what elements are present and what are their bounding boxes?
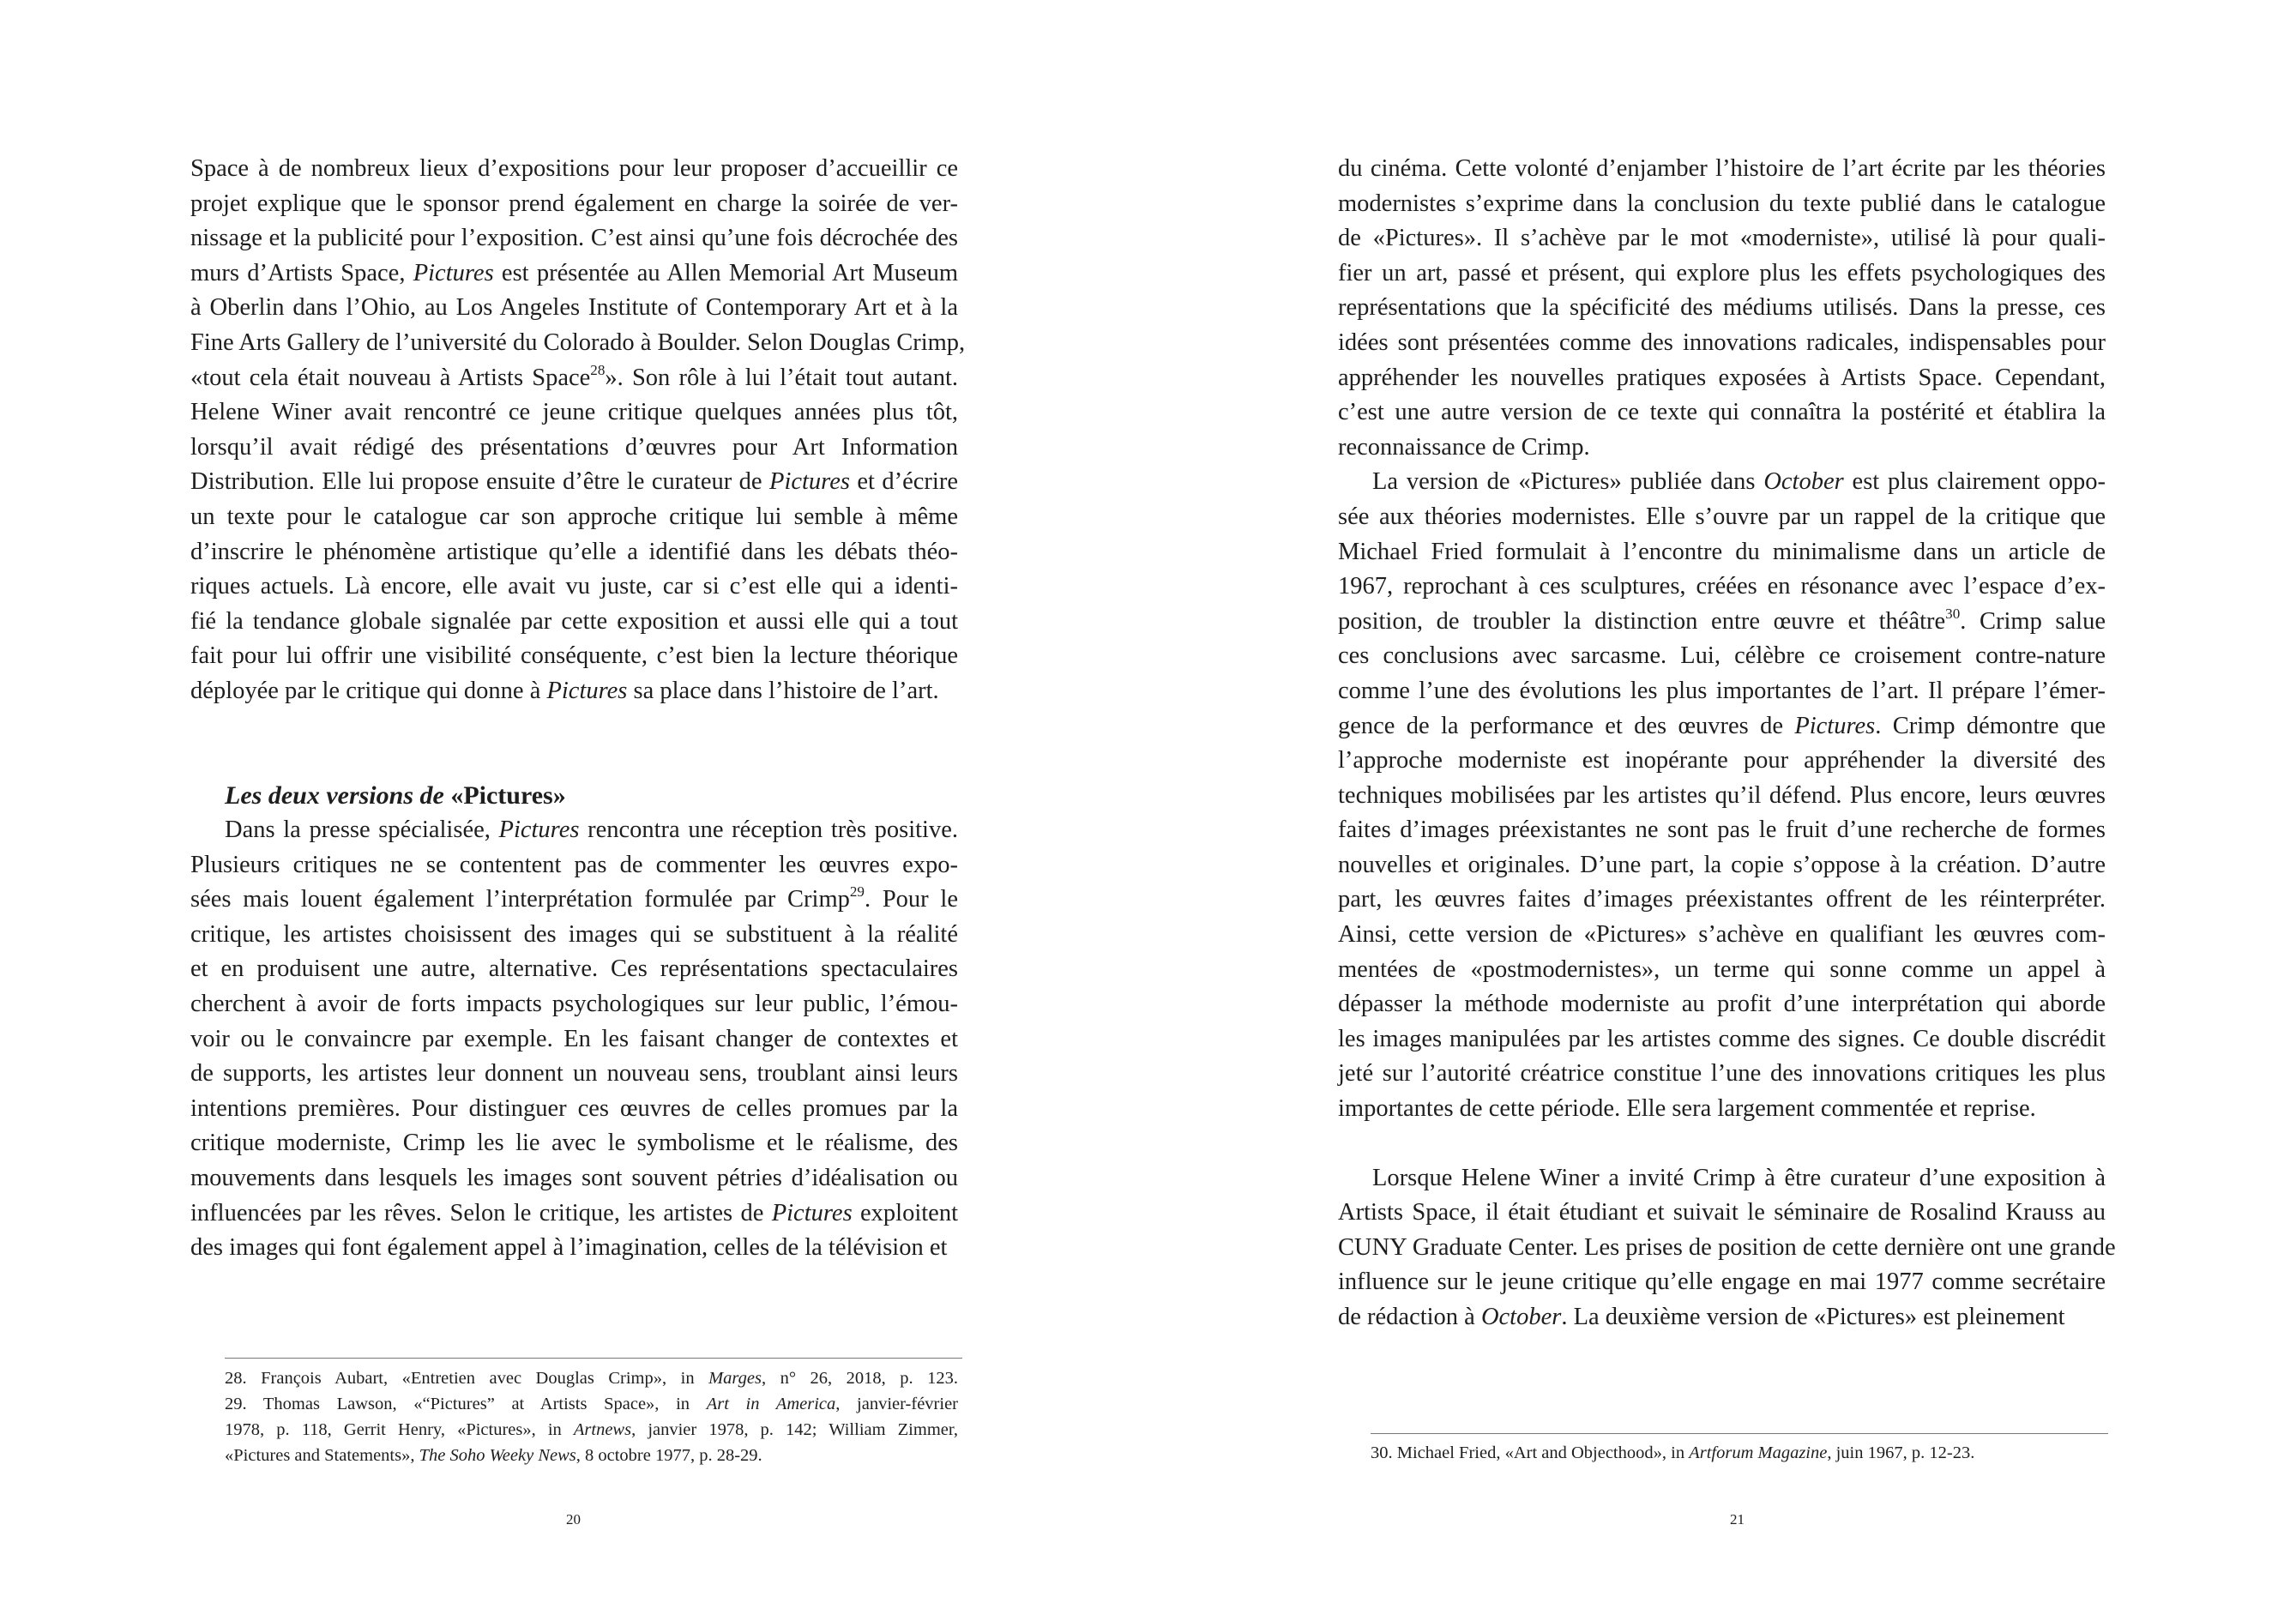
text-line: CUNY Graduate Center. Les prises de position de cette dernière ont une grande	[1338, 1233, 2116, 1261]
paragraph	[190, 152, 966, 709]
italic-title: October	[1480, 1304, 1562, 1330]
italic-title: Artforum Magazine	[1689, 1443, 1828, 1462]
text-line: influence sur le jeune critique qu’elle engage en mai 1977 comme secrétaire	[1338, 1268, 2106, 1296]
footnote-line: «Pictures and Statements», The Soho Weeky News, 8 octobre 1977, p. 28-29.	[225, 1446, 762, 1465]
italic-title: The Soho Weeky News	[419, 1446, 576, 1465]
text-line: fié la tendance globale signalée par cette exposition et aussi elle qui a tout	[190, 607, 958, 635]
left-body-text	[190, 152, 966, 1266]
italic-title: Marges	[708, 1369, 762, 1388]
text-line: Distribution. Elle lui propose ensuite d’être le curateur de Pictures et d’écrire	[190, 468, 958, 496]
footnote-ref: 30	[1945, 605, 1961, 622]
text-line: idées sont présentées comme des innovations radicales, indispensables pour	[1338, 328, 2106, 356]
italic-title: Pictures	[769, 468, 850, 496]
footnote-line: 30. Michael Fried, «Art and Objecthood», in Artforum Magazine, juin 1967, p. 12-23.	[1371, 1443, 1975, 1462]
right-page	[1148, 0, 2296, 1621]
text-line: d’inscrire le phénomène artistique qu’elle a identifié dans les débats théo-	[190, 538, 958, 565]
text-line: de «Pictures». Il s’achève par le mot «moderniste», utilisé là pour quali-	[1338, 225, 2106, 252]
text-line: Artists Space, il était étudiant et suivait le séminaire de Rosalind Krauss au	[1338, 1199, 2106, 1226]
text-line: 1967, reprochant à ces sculptures, créées en résonance avec l’espace d’ex-	[1338, 573, 2106, 600]
italic-title: Pictures	[1794, 712, 1876, 739]
text-line: position, de troubler la distinction entre œuvre et théâtre$^{30}$. Crimp salue	[1338, 605, 2106, 635]
section-heading	[190, 779, 958, 814]
page-number: 21	[1730, 1511, 1745, 1528]
heading-upright-part: «Pictures»	[450, 780, 566, 810]
paragraph	[1338, 152, 2106, 465]
text-line: influencées par les rêves. Selon le critique, les artistes de Pictures exploitent	[190, 1199, 958, 1226]
text-line: murs d’Artists Space, Pictures est présentée au Allen Memorial Art Museum	[190, 259, 958, 286]
text-line: déployée par le critique qui donne à Pictures sa place dans l’histoire de l’art.	[190, 677, 939, 704]
footnote-ref: 29	[849, 883, 865, 901]
text-line: lorsqu’il avait rédigé des présentations d’œuvres pour Art Information	[190, 433, 958, 461]
text-line: Plusieurs critiques ne se contentent pas de commenter les œuvres expo-	[190, 851, 958, 878]
text-line: modernistes s’exprime dans la conclusion du texte publié dans le catalogue	[1338, 190, 2106, 217]
text-line: Dans la presse spécialisée, Pictures rencontra une réception très positive.	[225, 817, 958, 844]
footnote-ref: 28	[590, 361, 606, 378]
text-line: importantes de cette période. Elle sera largement commentée et reprise.	[1338, 1095, 2036, 1123]
text-line: de rédaction à October. La deuxième version de «Pictures» est pleinement	[1338, 1304, 2065, 1330]
text-line: appréhender les nouvelles pratiques exposées à Artists Space. Cependant,	[1338, 364, 2106, 391]
page-number: 20	[566, 1511, 581, 1528]
heading-italic-part: Les deux versions de	[225, 780, 451, 810]
text-line: dépasser la méthode moderniste au profit d’une interprétation qui aborde	[1338, 991, 2106, 1018]
text-line: sées mais louent également l’interprétation formulée par Crimp$^{29}$. Pour le	[190, 883, 958, 913]
text-line: Helene Winer avait rencontré ce jeune critique quelques années plus tôt,	[190, 399, 958, 426]
text-line: sée aux théories modernistes. Elle s’ouvre par un rappel de la critique que	[1338, 503, 2106, 530]
footnote-rule	[1371, 1433, 2108, 1434]
text-line: un texte pour le catalogue car son approche critique lui semble à même	[190, 503, 958, 530]
paragraph-gap	[1338, 1127, 2106, 1161]
text-line: nissage et la publicité pour l’exposition. C’est ainsi qu’une fois décrochée des	[190, 225, 958, 252]
footnote-rule	[225, 1358, 962, 1359]
text-line: jeté sur l’autorité créatrice constitue l’une des innovations critiques les plus	[1338, 1060, 2106, 1088]
text-line: reconnaissance de Crimp.	[1338, 433, 1590, 461]
text-line: de supports, les artistes leur donnent un nouveau sens, troublant ainsi leurs	[190, 1060, 958, 1088]
section-gap	[190, 709, 958, 779]
text-line: Space à de nombreux lieux d’expositions pour leur proposer d’accueillir ce	[190, 155, 958, 182]
text-line: techniques mobilisées par les artistes qu’il défend. Plus encore, leurs œuvres	[1338, 781, 2106, 809]
italic-title: Artnews	[573, 1420, 632, 1439]
text-line: les images manipulées par les artistes comme des signes. Ce double discrédit	[1338, 1025, 2106, 1052]
paragraph	[1338, 1161, 2116, 1335]
text-line: l’approche moderniste est inopérante pour appréhender la diversité des	[1338, 747, 2106, 774]
text-line: intentions premières. Pour distinguer ces œuvres de celles promues par la	[190, 1094, 958, 1122]
paragraph	[1338, 465, 2106, 1126]
text-line: des images qui font également appel à l’imagination, celles de la télévision et	[190, 1234, 948, 1262]
text-line: mentées de «postmodernistes», un terme qui sonne comme un appel à	[1338, 955, 2106, 983]
text-line: critique moderniste, Crimp les lie avec le symbolisme et le réalisme, des	[190, 1130, 958, 1157]
italic-title: Pictures	[413, 259, 494, 286]
text-line: comme l’une des évolutions les plus importantes de l’art. Il prépare l’émer-	[1338, 677, 2106, 704]
footnotes	[225, 1365, 958, 1468]
text-line: faites d’images préexistantes ne sont pas le fruit d’une recherche de formes	[1338, 817, 2106, 844]
text-line: représentations que la spécificité des médiums utilisés. Dans la presse, ces	[1338, 294, 2106, 322]
text-line: fait pour lui offrir une visibilité conséquente, c’est bien la lecture théorique	[190, 642, 958, 670]
text-line: fier un art, passé et présent, qui explore plus les effets psychologiques des	[1338, 259, 2106, 286]
text-line: «tout cela était nouveau à Artists Space$^{28}$». Son rôle à lui l’était tout autant.	[190, 361, 958, 391]
text-line: nouvelles et originales. D’une part, la copie s’oppose à la création. D’autre	[1338, 851, 2106, 878]
text-line: mouvements dans lesquels les images sont souvent pétries d’idéalisation ou	[190, 1165, 958, 1192]
text-line: Lorsque Helene Winer a invité Crimp à être curateur d’une exposition à	[1372, 1164, 2106, 1191]
text-line: à Oberlin dans l’Ohio, au Los Angeles Institute of Contemporary Art et à la	[190, 294, 958, 322]
italic-title: October	[1763, 468, 1844, 496]
text-line: cherchent à avoir de forts impacts psychologiques sur leur public, l’émou-	[190, 991, 958, 1018]
text-line: part, les œuvres faites d’images préexistantes offrent de les réinterpréter.	[1338, 886, 2106, 913]
text-line: et en produisent une autre, alternative. Ces représentations spectaculaires	[190, 955, 958, 983]
footnote-line: 28. François Aubart, «Entretien avec Douglas Crimp», in Marges, n° 26, 2018, p. 123.	[225, 1369, 958, 1388]
text-line: critique, les artistes choisissent des images qui se substituent à la réalité	[190, 920, 958, 948]
text-line: projet explique que le sponsor prend également en charge la soirée de ver-	[190, 190, 958, 217]
text-line: gence de la performance et des œuvres de Pictures. Crimp démontre que	[1338, 712, 2106, 739]
footnotes	[1371, 1440, 2104, 1466]
text-line: Michael Fried formulait à l’encontre du minimalisme dans un article de	[1338, 538, 2106, 565]
text-line: Ainsi, cette version de «Pictures» s’achève en qualifiant les œuvres com-	[1338, 921, 2106, 949]
text-line: Fine Arts Gallery de l’université du Colorado à Boulder. Selon Douglas Crimp,	[190, 328, 966, 356]
italic-title: Art in America	[706, 1395, 836, 1413]
text-line: ces conclusions avec sarcasme. Lui, célèbre ce croisement contre-nature	[1338, 642, 2106, 670]
footnote-line: 1978, p. 118, Gerrit Henry, «Pictures», in Artnews, janvier 1978, p. 142; William Zimmer,	[225, 1420, 958, 1439]
italic-title: Pictures	[498, 817, 580, 844]
italic-title: Pictures	[771, 1199, 853, 1226]
text-line: riques actuels. Là encore, elle avait vu juste, car si c’est elle qui a identi-	[190, 573, 958, 600]
text-line: La version de «Pictures» publiée dans October est plus clairement oppo-	[1372, 468, 2106, 496]
italic-title: Pictures	[546, 677, 628, 704]
footnote-line: 29. Thomas Lawson, «“Pictures” at Artists Space», in Art in America, janvier-février	[225, 1395, 958, 1413]
text-line: du cinéma. Cette volonté d’enjamber l’histoire de l’art écrite par les théories	[1338, 155, 2106, 182]
right-body-text	[1338, 152, 2116, 1335]
text-line: voir ou le convaincre par exemple. En les faisant changer de contextes et	[190, 1025, 958, 1052]
paragraph	[190, 813, 958, 1266]
text-line: c’est une autre version de ce texte qui connaîtra la postérité et établira la	[1338, 399, 2106, 426]
